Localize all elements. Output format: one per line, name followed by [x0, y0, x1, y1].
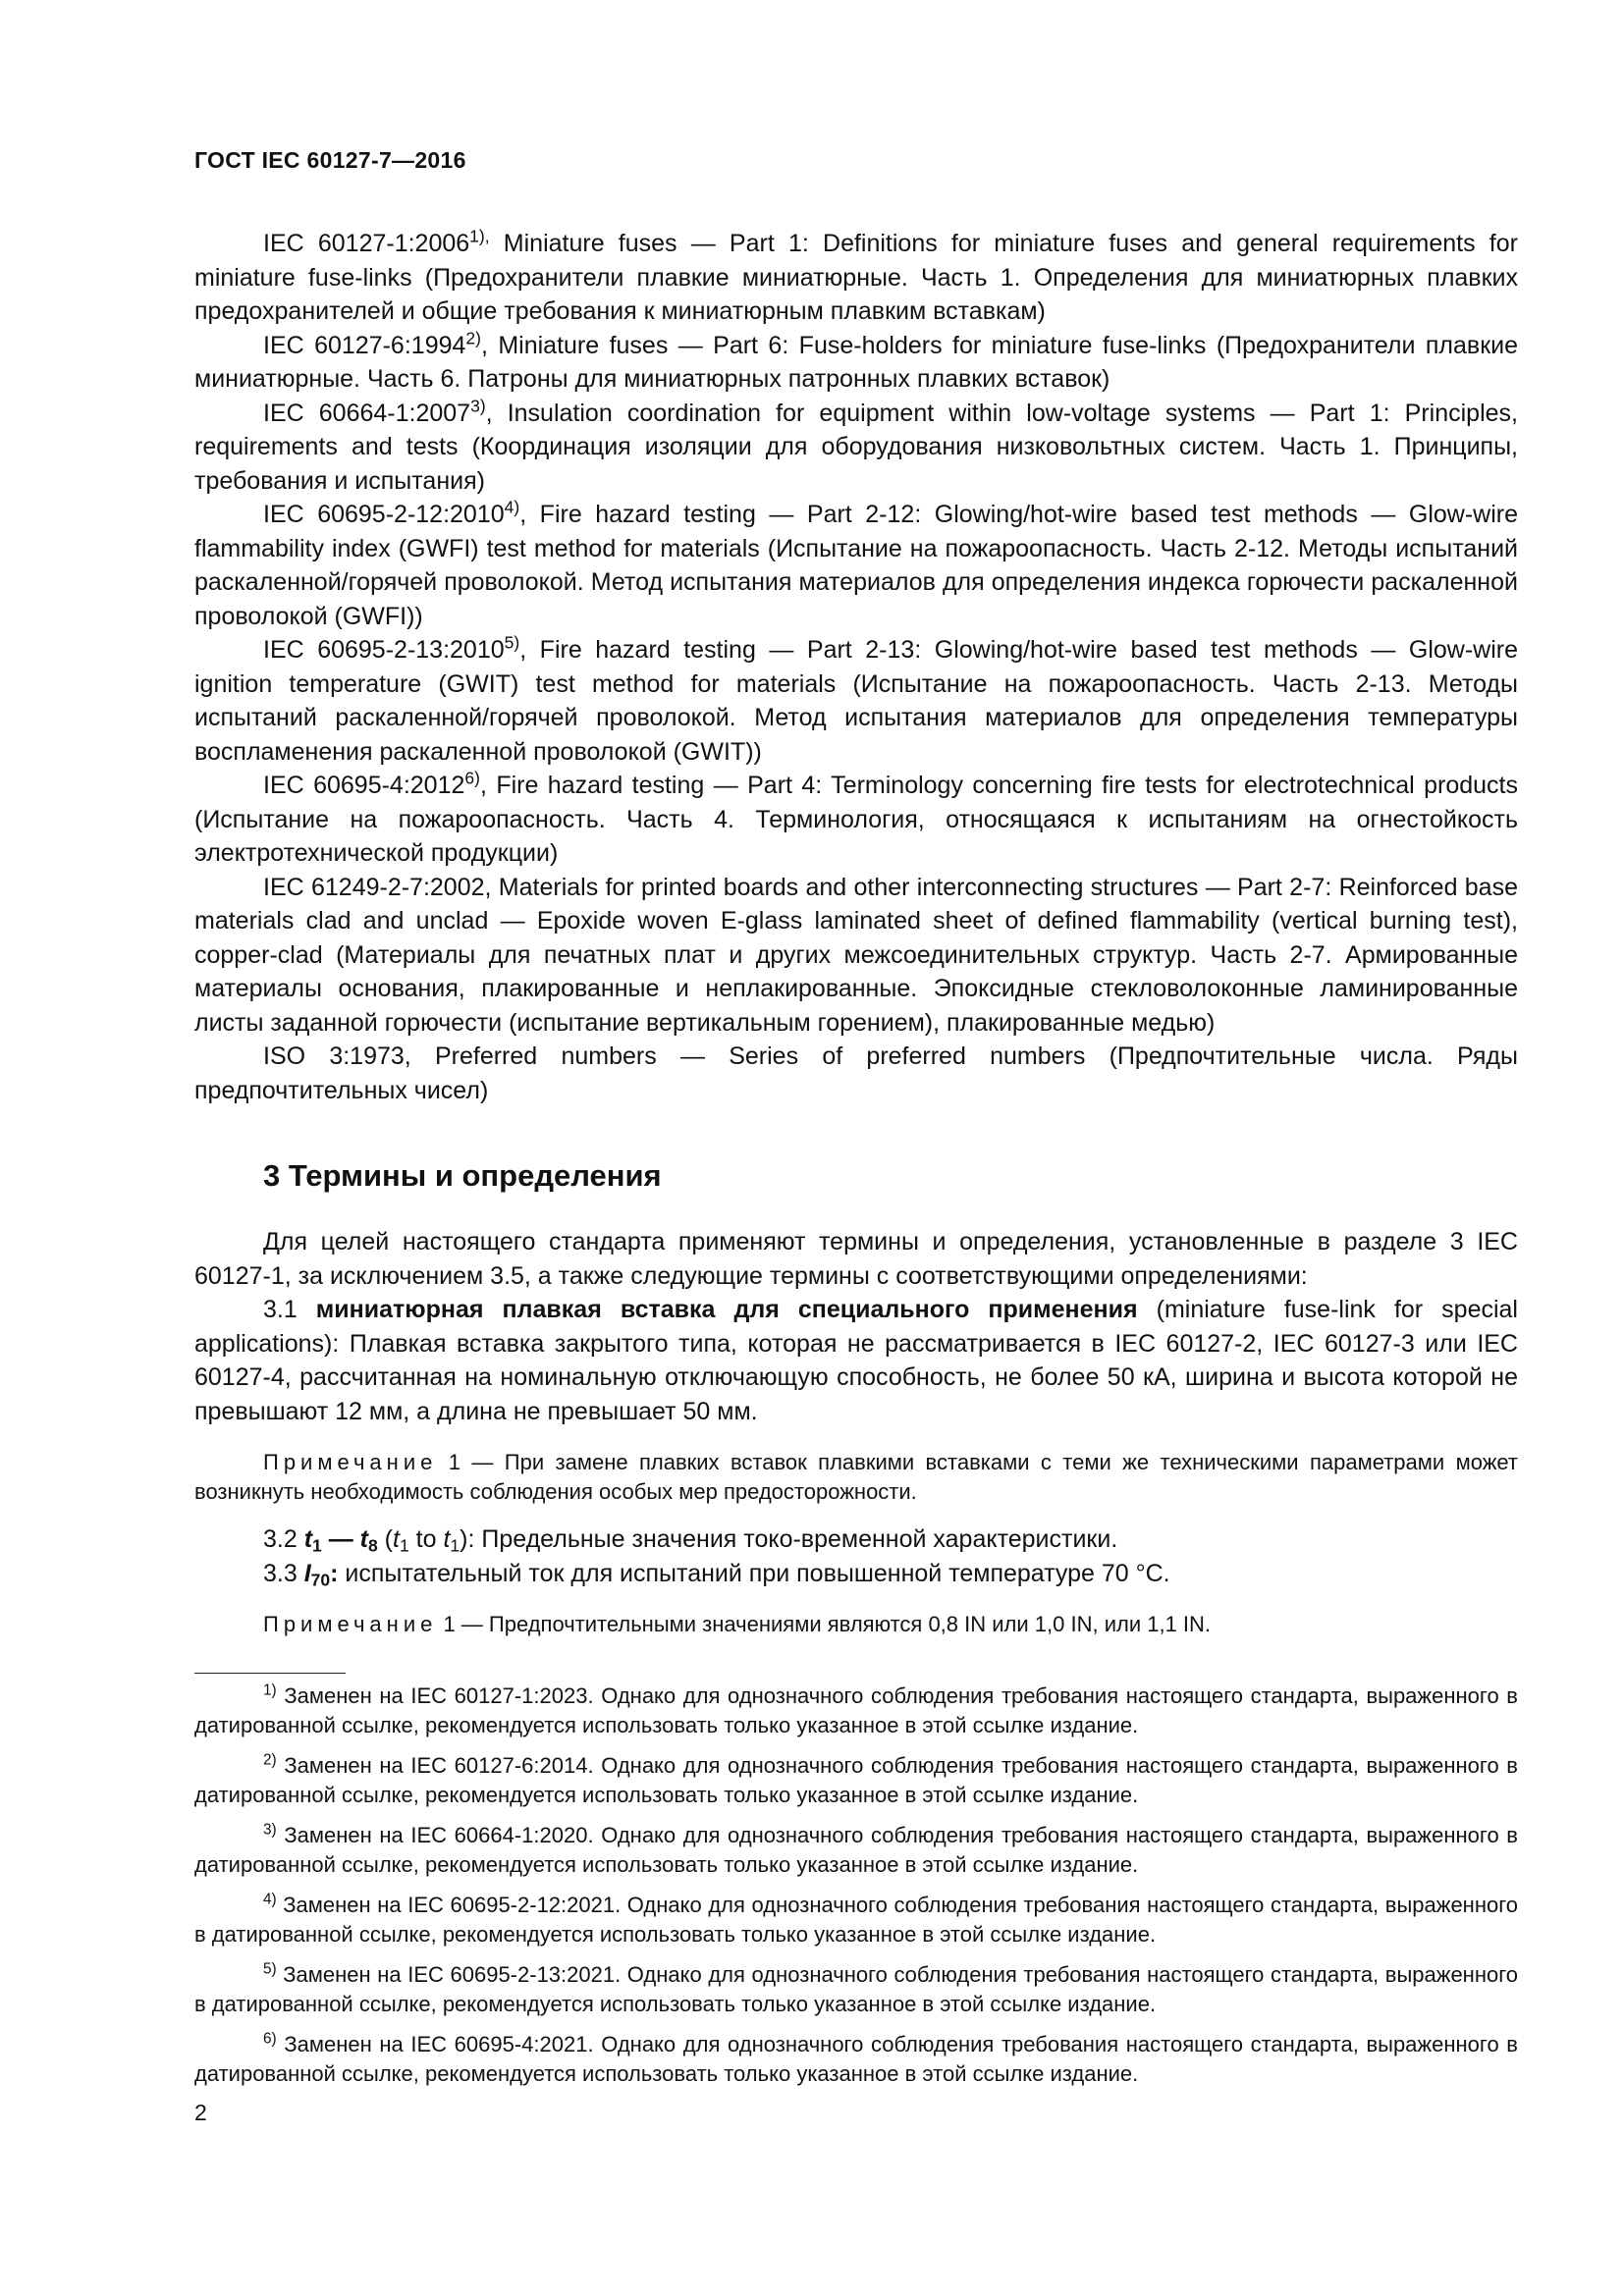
footnote-text: Заменен на IEC 60127-6:2014. Однако для однозначного соблюдения требования настоящего стандарта, выраженного в датированной ссылке, рекомендуется использовать только указанное в этой ссылке издание. — [194, 1753, 1518, 1807]
footnote-text: Заменен на IEC 60127-1:2023. Однако для однозначного соблюдения требования настоящего стандарта, выраженного в датированной ссылке, рекомендуется использовать только указанное в этой ссылке издание. — [194, 1683, 1518, 1737]
term-definition: испытательный ток для испытаний при повышенной температуре 70 °C. — [338, 1559, 1170, 1587]
footnote-mark: 5) — [263, 1960, 277, 1978]
normative-references-list — [194, 227, 1518, 1107]
document-header: ГОСТ IEC 60127-7—2016 — [194, 147, 466, 173]
note-2 — [194, 1610, 1518, 1639]
footnote-mark: 3) — [263, 1821, 277, 1839]
reference-text: , Insulation coordination for equipment within low-voltage systems — Part 1: Principles, requirements and tests (Координация изоляции для оборудования низковольтных систем. Часть 1. Принципы, требования и испытания) — [194, 399, 1518, 495]
reference-text: , Fire hazard testing — Part 2-13: Glowing/hot-wire based test methods — Glow-wire ignition temperature (GWIT) test method for materials (Испытание на пожароопасность. Часть 2-13. Методы испытаний раскаленной/горячей проволокой. Метод испытания материалов для определения температуры воспламенения раскаленной проволокой (GWIT)) — [194, 636, 1518, 766]
reference-text: , Materials for printed boards and other interconnecting structures — Part 2-7: Reinforced base materials clad and unclad — Epoxide woven E-glass laminated sheet of defined flammability (vertical burning test), copper-clad (Материалы для печатных плат и других межсоединительных структур. Часть 2-7. Армированные материалы основания, плакированные и неплакированные. Эпоксидные стекловолоконные ламинированные листы заданной горючести (испытание вертикальным горением), плакированные медью) — [194, 873, 1518, 1037]
reference-code: IEC 60695-4:2012 — [263, 772, 465, 799]
note-label: Примечание — [263, 1450, 438, 1474]
footnote-mark: 6) — [464, 768, 480, 788]
footnote-mark: 2) — [263, 1751, 277, 1769]
footnote-item — [194, 2030, 1518, 2089]
term-number: 3.3 — [263, 1559, 304, 1587]
reference-item — [194, 769, 1518, 871]
colon: : — [330, 1559, 339, 1587]
footnote-text: Заменен на IEC 60695-4:2021. Однако для однозначного соблюдения требования настоящего стандарта, выраженного в датированной ссылке, рекомендуется использовать только указанное в этой ссылке издание. — [194, 2032, 1518, 2086]
note-text: 1 — Предпочтительными значениями являются 0,8 IN или 1,0 IN, или 1,1 IN. — [437, 1612, 1212, 1636]
reference-item — [194, 329, 1518, 397]
footnote-mark: 1), — [469, 226, 490, 246]
footnote-mark: 3) — [470, 395, 486, 415]
reference-code: IEC 60695-2-13:2010 — [263, 636, 505, 664]
symbol-t: t — [443, 1525, 451, 1553]
reference-code: IEC 60127-6:1994 — [263, 331, 466, 359]
footnote-mark: 1) — [263, 1682, 277, 1699]
reference-text: Miniature fuses — Part 1: Definitions for miniature fuses and general requirements for miniature fuse-links (Предохранители плавкие миниатюрные. Часть 1. Определения для миниатюрных плавких предохранителей и общие требования к миниатюрным плавким вставкам) — [194, 230, 1518, 325]
footnote-mark: 6) — [263, 2030, 277, 2048]
reference-item — [194, 397, 1518, 499]
reference-item — [194, 1040, 1518, 1107]
to-word: to — [408, 1525, 444, 1553]
reference-code: IEC 60664-1:2007 — [263, 399, 471, 427]
reference-code: ISO 3:1973 — [263, 1042, 405, 1070]
subscript: 1 — [450, 1535, 460, 1556]
symbol-t: t — [359, 1525, 368, 1553]
document-page — [194, 147, 1518, 2126]
section-title: 3 Термины и определения — [263, 1158, 662, 1193]
reference-code: IEC 61249-2-7:2002 — [263, 873, 485, 901]
footnote-mark: 2) — [465, 327, 481, 347]
term-definition: (miniature fuse-link for special applications): Плавкая вставка закрытого типа, которая не рассматривается в IEC 60127-2, IEC 60127-3 или IEC 60127-4, рассчитанная на номинальную отключающую способность, не более 50 кА, ширина и высота которой не превышают 12 мм, а длина не превышает 50 мм. — [194, 1296, 1518, 1425]
note-label: Примечание — [263, 1612, 438, 1636]
symbol-i: I — [303, 1559, 311, 1587]
reference-item — [194, 498, 1518, 633]
term-3-2 — [194, 1522, 1518, 1557]
footnote-divider — [194, 1673, 346, 1674]
reference-text: , Miniature fuses — Part 6: Fuse-holders for miniature fuse-links (Предохранители плавкие миниатюрные. Часть 6. Патроны для миниатюрных патронных плавких вставок) — [194, 331, 1518, 393]
reference-text: , Fire hazard testing — Part 2-12: Glowing/hot-wire based test methods — Glow-wire flammability index (GWFI) test method for materials (Испытание на пожароопасность. Часть 2-12. Методы испытаний раскаленной/горячей проволокой. Метод испытания материалов для определения индекса горючести раскаленной проволокой (GWFI)) — [194, 501, 1518, 630]
footnote-text: Заменен на IEC 60664-1:2020. Однако для однозначного соблюдения требования настоящего стандарта, выраженного в датированной ссылке, рекомендуется использовать только указанное в этой ссылке издание. — [194, 1823, 1518, 1877]
term-definition: : Предельные значения токо-временной характеристики. — [467, 1525, 1118, 1553]
paren: ( — [377, 1525, 394, 1553]
section-intro: Для целей настоящего стандарта применяют термины и определения, установленные в разделе 3 IEC 60127-1, за исключением 3.5, а также следующие термины с соответствующими определениями: — [194, 1228, 1518, 1290]
footnotes — [194, 1682, 1518, 2089]
footnote-item — [194, 1960, 1518, 2019]
reference-item — [194, 871, 1518, 1041]
footnote-text: Заменен на IEC 60695-2-13:2021. Однако для однозначного соблюдения требования настоящего стандарта, выраженного в датированной ссылке, рекомендуется использовать только указанное в этой ссылке издание. — [194, 1962, 1518, 2016]
symbol-t: t — [303, 1525, 313, 1553]
reference-code: IEC 60695-2-12:2010 — [263, 501, 505, 528]
term-number: 3.2 — [263, 1525, 304, 1553]
footnote-mark: 4) — [504, 497, 520, 517]
reference-text: , Preferred numbers — Series of preferred numbers (Предпочтительные числа. Ряды предпочтительных чисел) — [194, 1042, 1518, 1104]
reference-item — [194, 633, 1518, 769]
term-number: 3.1 — [263, 1296, 316, 1323]
footnote-text: Заменен на IEC 60695-2-12:2021. Однако для однозначного соблюдения требования настоящего стандарта, выраженного в датированной ссылке, рекомендуется использовать только указанное в этой ссылке издание. — [194, 1893, 1518, 1947]
note-text: 1 — При замене плавких вставок плавкими вставками с теми же техническими параметрами может возникнуть необходимость соблюдения особых мер предосторожности. — [194, 1450, 1518, 1504]
subscript: 1 — [312, 1535, 322, 1556]
term-name: миниатюрная плавкая вставка для специального применения — [315, 1296, 1138, 1323]
term-3-3 — [194, 1557, 1518, 1591]
footnote-item — [194, 1821, 1518, 1880]
footnote-item — [194, 1682, 1518, 1740]
reference-text: , Fire hazard testing — Part 4: Terminology concerning fire tests for electrotechnical products (Испытание на пожароопасность. Часть 4. Терминология, относящаяся к испытаниям на огнестойкость электротехнической продукции) — [194, 772, 1519, 867]
subscript: 70 — [310, 1569, 331, 1589]
footnote-mark: 5) — [504, 632, 520, 653]
footnote-item — [194, 1891, 1518, 1949]
subscript: 1 — [399, 1535, 409, 1556]
symbol-t: t — [393, 1525, 400, 1553]
term-3-1 — [194, 1293, 1518, 1428]
dash: — — [321, 1525, 360, 1553]
footnote-item — [194, 1751, 1518, 1810]
reference-item — [194, 227, 1518, 329]
page-number: 2 — [194, 2100, 207, 2125]
footnote-mark: 4) — [263, 1891, 277, 1908]
subscript: 8 — [368, 1535, 378, 1556]
note-1 — [194, 1448, 1518, 1507]
paren: ) — [460, 1525, 468, 1553]
reference-code: IEC 60127-1:2006 — [263, 230, 470, 257]
